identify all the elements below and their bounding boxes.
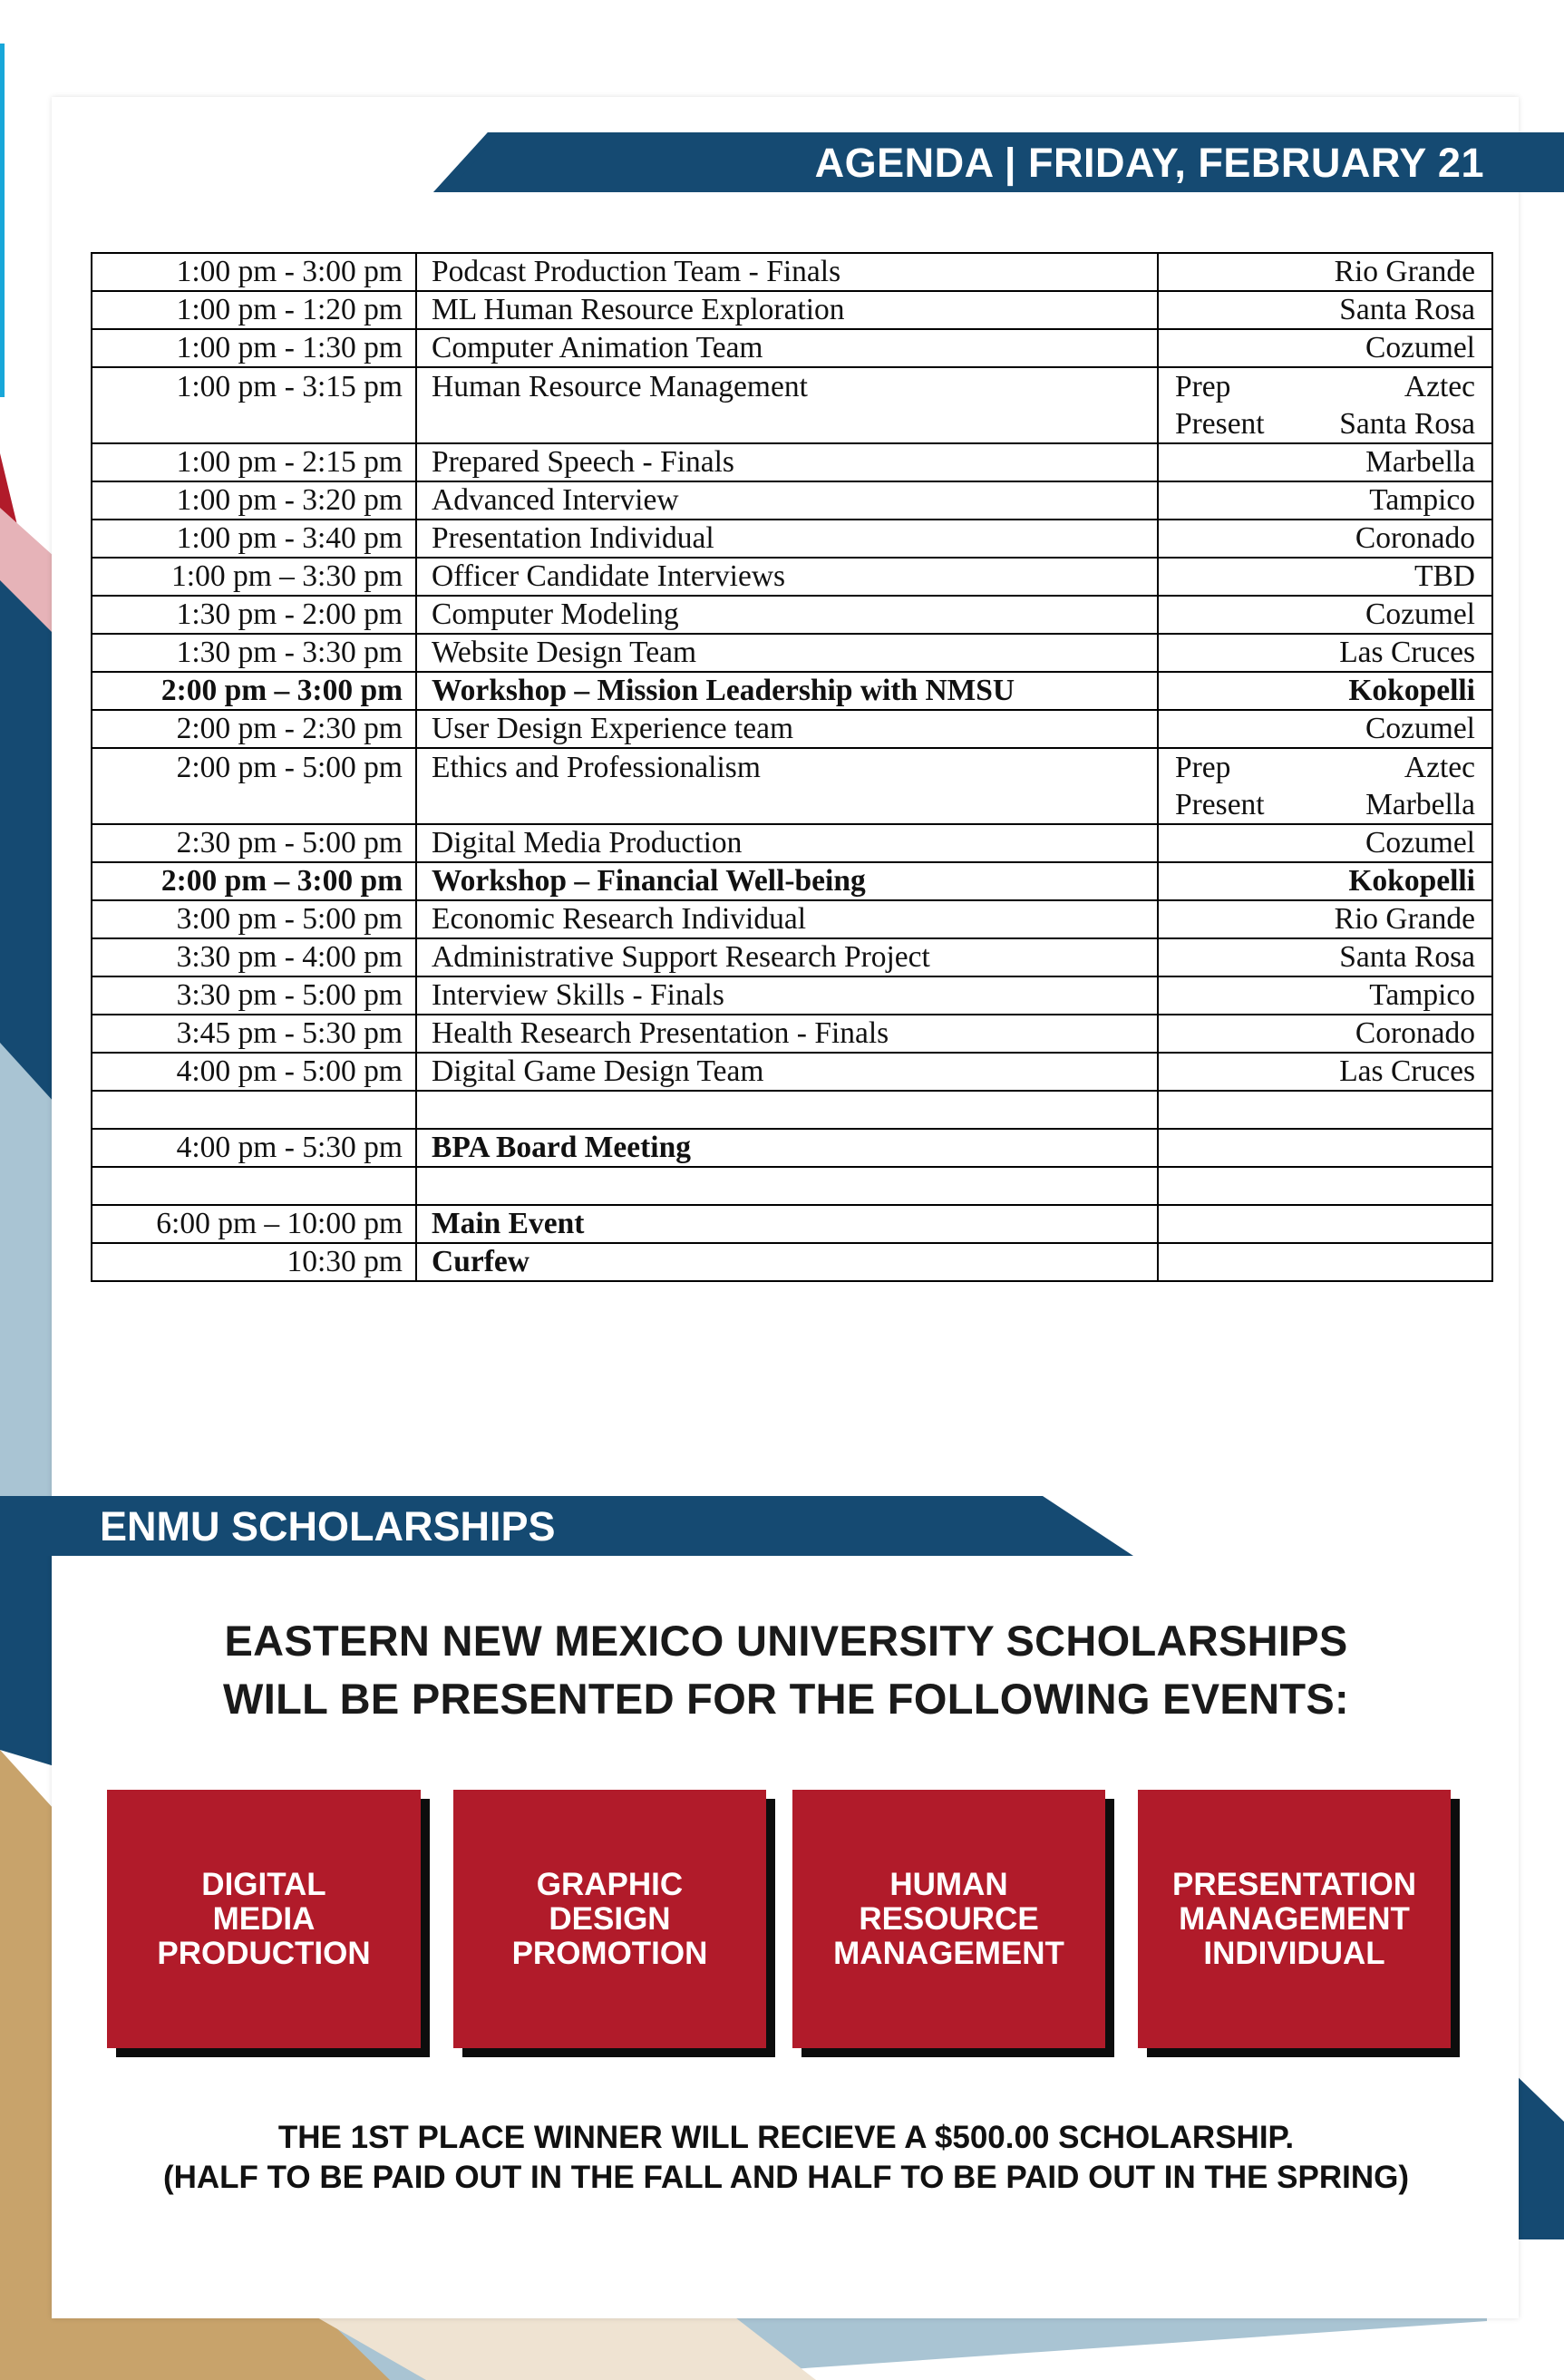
time-cell: 6:00 pm – 10:00 pm	[92, 1205, 416, 1243]
location-cell	[1158, 1243, 1492, 1281]
time-cell: 2:00 pm – 3:00 pm	[92, 672, 416, 710]
location-cell	[1158, 1091, 1492, 1129]
location-cell: TBD	[1158, 558, 1492, 596]
event-cell: Administrative Support Research Project	[416, 938, 1158, 976]
event-cell: Officer Candidate Interviews	[416, 558, 1158, 596]
event-box-line: MANAGEMENT	[1179, 1900, 1410, 1937]
event-cell: Digital Media Production	[416, 824, 1158, 862]
table-row	[92, 367, 1492, 443]
event-box-line: GRAPHIC	[536, 1866, 684, 1902]
event-cell: Workshop – Mission Leadership with NMSU	[416, 672, 1158, 710]
agenda-title: AGENDA | FRIDAY, FEBRUARY 21	[814, 140, 1484, 186]
time-cell	[92, 1091, 416, 1129]
scholarships-banner-title: ENMU SCHOLARSHIPS	[100, 1503, 556, 1549]
event-box-line: HUMAN	[889, 1866, 1008, 1902]
location-cell: Coronado	[1158, 520, 1492, 558]
location-cell: Rio Grande	[1158, 900, 1492, 938]
event-box-line: DIGITAL	[201, 1866, 326, 1902]
time-cell: 1:30 pm - 2:00 pm	[92, 596, 416, 634]
location-cell: Rio Grande	[1158, 253, 1492, 291]
event-box-line: MEDIA	[212, 1900, 316, 1937]
time-cell: 1:30 pm - 3:30 pm	[92, 634, 416, 672]
table-row	[92, 558, 1492, 596]
event-box-line: DESIGN	[549, 1900, 671, 1937]
location-cell	[1158, 367, 1492, 443]
location-cell: Coronado	[1158, 1015, 1492, 1053]
event-box-line: RESOURCE	[859, 1900, 1039, 1937]
location-cell: Santa Rosa	[1158, 938, 1492, 976]
location-cell: Las Cruces	[1158, 1053, 1492, 1091]
table-row	[92, 672, 1492, 710]
time-cell: 4:00 pm - 5:30 pm	[92, 1129, 416, 1167]
event-box-line: PROMOTION	[511, 1935, 708, 1971]
table-row-empty	[92, 1167, 1492, 1205]
event-box-line: MANAGEMENT	[833, 1935, 1064, 1971]
time-cell: 3:30 pm - 4:00 pm	[92, 938, 416, 976]
time-cell: 2:30 pm - 5:00 pm	[92, 824, 416, 862]
location-cell: Marbella	[1158, 443, 1492, 481]
event-cell: Interview Skills - Finals	[416, 976, 1158, 1015]
table-row	[92, 1053, 1492, 1091]
time-cell: 1:00 pm - 2:15 pm	[92, 443, 416, 481]
time-cell: 2:00 pm - 2:30 pm	[92, 710, 416, 748]
location-cell: Las Cruces	[1158, 634, 1492, 672]
table-row	[92, 1243, 1492, 1281]
prep-location: Aztec	[1404, 751, 1475, 784]
prep-label: Prep	[1175, 751, 1231, 784]
location-cell	[1158, 1205, 1492, 1243]
time-cell: 1:00 pm - 3:00 pm	[92, 253, 416, 291]
event-cell: Digital Game Design Team	[416, 1053, 1158, 1091]
event-cell: Advanced Interview	[416, 481, 1158, 520]
event-cell: Computer Modeling	[416, 596, 1158, 634]
event-cell: Health Research Presentation - Finals	[416, 1015, 1158, 1053]
table-row	[92, 1205, 1492, 1243]
scholarships-heading	[88, 1612, 1484, 1728]
location-cell: Kokopelli	[1158, 862, 1492, 900]
time-cell	[92, 1167, 416, 1205]
table-row	[92, 710, 1492, 748]
table-row	[92, 976, 1492, 1015]
event-cell	[416, 1091, 1158, 1129]
table-row	[92, 634, 1492, 672]
event-cell: Presentation Individual	[416, 520, 1158, 558]
present-location: Marbella	[1365, 788, 1475, 821]
footer-line1: THE 1ST PLACE WINNER WILL RECIEVE A $500.00 SCHOLARSHIP.	[277, 2120, 1295, 2155]
location-cell	[1158, 1167, 1492, 1205]
time-cell: 1:00 pm - 3:20 pm	[92, 481, 416, 520]
scholarship-event-box	[1138, 1790, 1451, 2048]
time-cell: 2:00 pm - 5:00 pm	[92, 748, 416, 824]
event-cell: Computer Animation Team	[416, 329, 1158, 367]
agenda-table	[91, 252, 1493, 1282]
location-cell: Santa Rosa	[1158, 291, 1492, 329]
prep-label: Prep	[1175, 370, 1231, 403]
event-cell: Website Design Team	[416, 634, 1158, 672]
event-cell: BPA Board Meeting	[416, 1129, 1158, 1167]
present-location: Santa Rosa	[1339, 407, 1475, 441]
footer-line2: (HALF TO BE PAID OUT IN THE FALL AND HALF TO BE PAID OUT IN THE SPRING)	[162, 2160, 1410, 2195]
time-cell: 1:00 pm - 1:30 pm	[92, 329, 416, 367]
time-cell: 10:30 pm	[92, 1243, 416, 1281]
location-cell: Kokopelli	[1158, 672, 1492, 710]
scholarships-heading-line1: EASTERN NEW MEXICO UNIVERSITY SCHOLARSHIPS	[224, 1617, 1348, 1665]
scholarships-heading-line2: WILL BE PRESENTED FOR THE FOLLOWING EVENTS:	[223, 1675, 1349, 1723]
table-row	[92, 938, 1492, 976]
prep-location: Aztec	[1404, 370, 1475, 403]
location-cell: Cozumel	[1158, 596, 1492, 634]
event-cell: Podcast Production Team - Finals	[416, 253, 1158, 291]
table-row	[92, 862, 1492, 900]
time-cell: 1:00 pm – 3:30 pm	[92, 558, 416, 596]
present-label: Present	[1175, 788, 1265, 821]
location-cell: Cozumel	[1158, 329, 1492, 367]
location-cell: Tampico	[1158, 481, 1492, 520]
table-row	[92, 596, 1492, 634]
table-row	[92, 1015, 1492, 1053]
event-box-line: PRODUCTION	[157, 1935, 371, 1971]
table-row	[92, 824, 1492, 862]
table-row	[92, 900, 1492, 938]
event-cell: Economic Research Individual	[416, 900, 1158, 938]
table-row	[92, 481, 1492, 520]
table-row	[92, 291, 1492, 329]
location-cell	[1158, 1129, 1492, 1167]
time-cell: 3:45 pm - 5:30 pm	[92, 1015, 416, 1053]
location-cell: Cozumel	[1158, 710, 1492, 748]
time-cell: 1:00 pm - 1:20 pm	[92, 291, 416, 329]
location-cell	[1158, 748, 1492, 824]
event-cell: Curfew	[416, 1243, 1158, 1281]
scholarship-event-box	[107, 1790, 421, 2048]
location-cell: Tampico	[1158, 976, 1492, 1015]
agenda-banner	[433, 132, 1564, 192]
event-cell	[416, 1167, 1158, 1205]
time-cell: 1:00 pm - 3:15 pm	[92, 367, 416, 443]
event-cell: Human Resource Management	[416, 367, 1158, 443]
event-box-line: INDIVIDUAL	[1203, 1935, 1385, 1971]
event-cell: Prepared Speech - Finals	[416, 443, 1158, 481]
scholarship-event-box	[792, 1790, 1105, 2048]
time-cell: 3:00 pm - 5:00 pm	[92, 900, 416, 938]
event-cell: Main Event	[416, 1205, 1158, 1243]
time-cell: 2:00 pm – 3:00 pm	[92, 862, 416, 900]
location-cell: Cozumel	[1158, 824, 1492, 862]
scholarship-event-box	[453, 1790, 766, 2048]
table-row	[92, 253, 1492, 291]
time-cell: 1:00 pm - 3:40 pm	[92, 520, 416, 558]
table-row	[92, 1129, 1492, 1167]
table-row	[92, 520, 1492, 558]
scholarship-footer	[88, 2118, 1484, 2198]
table-row	[92, 329, 1492, 367]
table-row	[92, 443, 1492, 481]
time-cell: 4:00 pm - 5:00 pm	[92, 1053, 416, 1091]
event-box-line: PRESENTATION	[1172, 1866, 1416, 1902]
scholarships-banner	[0, 1496, 1133, 1556]
event-cell: User Design Experience team	[416, 710, 1158, 748]
present-label: Present	[1175, 407, 1265, 441]
event-cell: Ethics and Professionalism	[416, 748, 1158, 824]
table-row-empty	[92, 1091, 1492, 1129]
event-cell: Workshop – Financial Well-being	[416, 862, 1158, 900]
event-cell: ML Human Resource Exploration	[416, 291, 1158, 329]
table-row	[92, 748, 1492, 824]
time-cell: 3:30 pm - 5:00 pm	[92, 976, 416, 1015]
